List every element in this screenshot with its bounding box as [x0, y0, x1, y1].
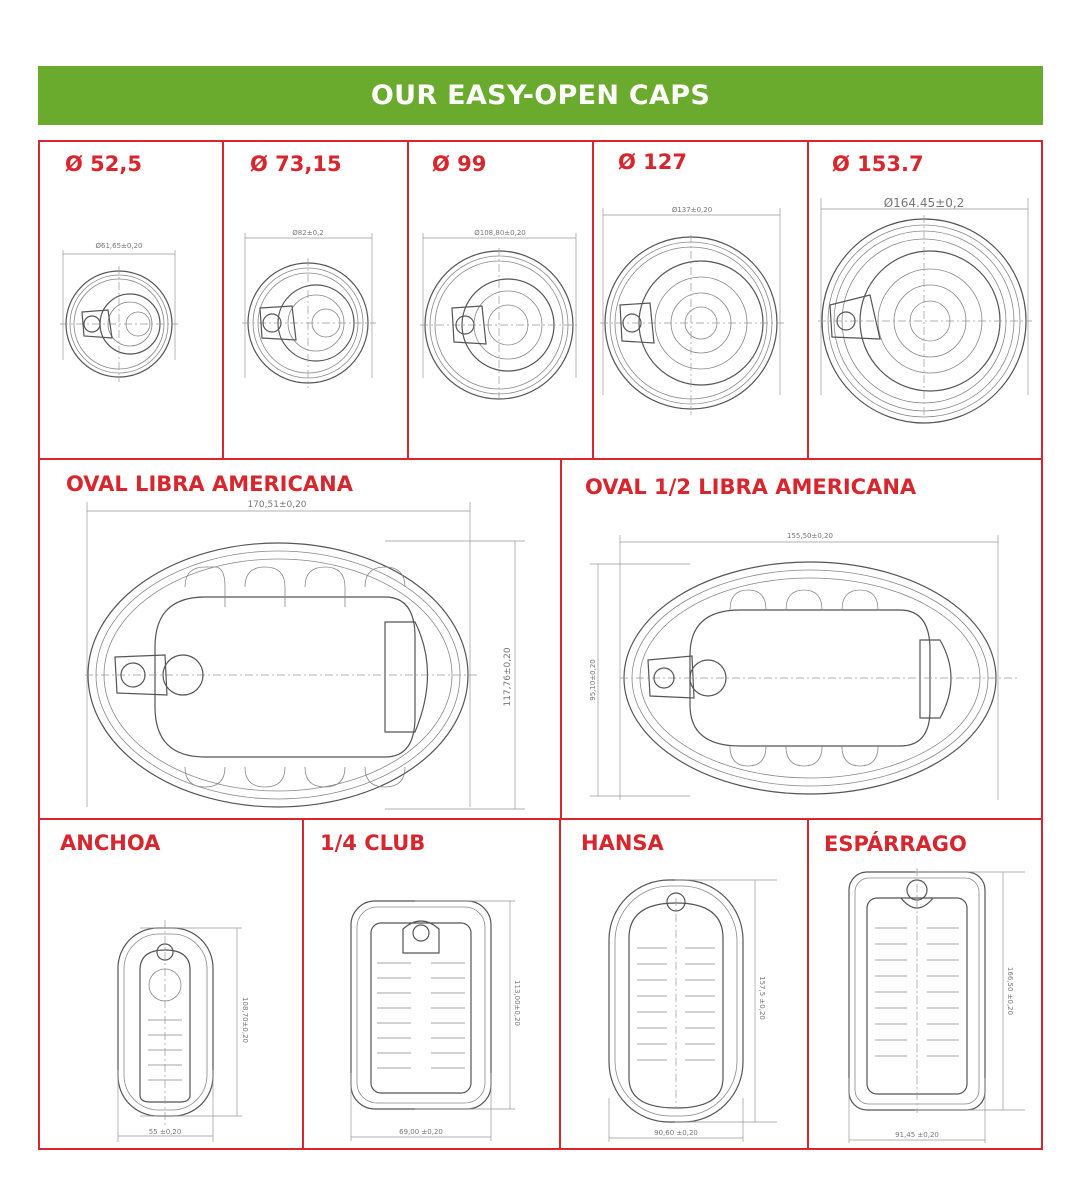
anchoa-drawing — [110, 920, 250, 1145]
dimension-text: Ø137±0,20 — [671, 206, 713, 214]
cap-label-esparrago: ESPÁRRAGO — [824, 832, 967, 856]
dimension-text: 69,00 ±0,20 — [399, 1128, 443, 1136]
divider — [40, 818, 1043, 820]
dimension-text: 113,00±0,20 — [513, 980, 521, 1026]
dimension-text: Ø82±0,2 — [292, 229, 324, 237]
divider — [302, 818, 304, 1150]
cap-label-oval-half-libra: OVAL 1/2 LIBRA AMERICANA — [585, 475, 917, 499]
dimension-text: 95,10±0,20 — [589, 659, 597, 701]
divider — [807, 142, 809, 458]
dimension-text: Ø61,65±0,20 — [95, 242, 143, 250]
divider — [559, 818, 561, 1150]
header-banner — [38, 66, 1043, 125]
dimension-text: Ø164.45±0,2 — [883, 196, 965, 210]
cap-label-127: Ø 127 — [618, 150, 687, 174]
round-cap-153-drawing — [818, 195, 1033, 417]
cap-label-anchoa: ANCHOA — [60, 831, 161, 855]
divider — [592, 142, 594, 458]
cap-label-153: Ø 153.7 — [832, 152, 924, 176]
banner-title: OUR EASY-OPEN CAPS — [370, 80, 711, 111]
cap-label-99: Ø 99 — [432, 152, 487, 176]
divider — [807, 818, 809, 1150]
dimension-text: 155,50±0,20 — [787, 532, 833, 540]
round-cap-127-drawing — [600, 205, 785, 415]
cap-label-73: Ø 73,15 — [250, 152, 342, 176]
cap-label-hansa: HANSA — [581, 831, 664, 855]
cap-label-52: Ø 52,5 — [65, 152, 142, 176]
quarter-club-drawing — [345, 893, 520, 1143]
dimension-text: 55 ±0,20 — [148, 1128, 182, 1136]
hansa-drawing — [605, 868, 780, 1143]
oval-half-libra-drawing — [590, 530, 1020, 810]
dimension-text: 91,45 ±0,20 — [895, 1131, 939, 1139]
divider — [222, 142, 224, 458]
dimension-text: 90,60 ±0,20 — [654, 1129, 698, 1137]
cap-label-oval-libra: OVAL LIBRA AMERICANA — [66, 472, 353, 496]
divider — [560, 458, 562, 820]
dimension-text: Ø108,80±0,20 — [474, 229, 526, 237]
cap-label-quarter-club: 1/4 CLUB — [320, 831, 426, 855]
round-cap-99-drawing — [420, 228, 580, 388]
round-cap-73-drawing — [242, 228, 377, 388]
dimension-text: 170,51±0,20 — [247, 500, 307, 510]
oval-libra-drawing — [85, 497, 525, 815]
divider — [40, 458, 1043, 460]
dimension-text: 166,50 ±0,20 — [1006, 966, 1014, 1016]
round-cap-52-drawing — [60, 240, 180, 380]
dimension-text: 108,70±0,20 — [241, 997, 249, 1043]
divider — [407, 142, 409, 458]
dimension-text: 157,5 ±0,20 — [758, 976, 766, 1020]
dimension-text: 117,76±0,20 — [503, 647, 513, 707]
esparrago-drawing — [845, 868, 1030, 1143]
